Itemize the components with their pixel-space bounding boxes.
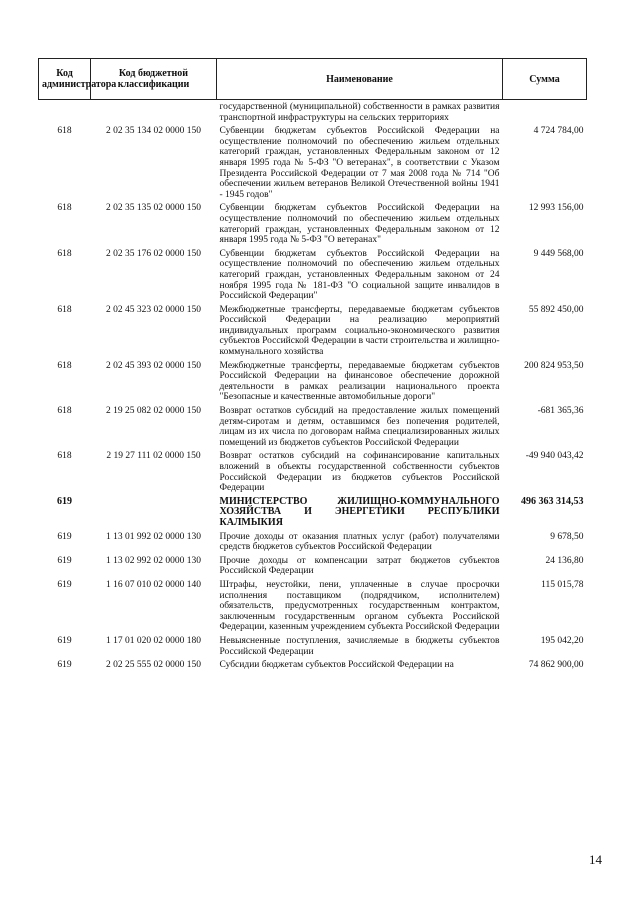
table-row	[39, 578, 587, 634]
sum-cell: 12 993 156,00	[528, 203, 584, 214]
table-row	[39, 634, 587, 658]
sum-cell: 496 363 314,53	[521, 495, 584, 507]
admin-cell: 618	[57, 203, 72, 214]
admin-cell: 619	[57, 555, 72, 566]
table-row	[39, 359, 587, 404]
name-cell: Субвенции бюджетам субъектов Российской Федерации на осуществление полномочий по обеспечению жильем отдельных категорий граждан, установленных Федеральным законом от 12 января 1995 года № 5-ФЗ "О ветеранах"	[219, 203, 500, 246]
code-cell	[91, 100, 217, 125]
admin-cell: 618	[57, 304, 72, 315]
table-row	[39, 554, 587, 578]
table-row	[39, 449, 587, 494]
sum-cell: 200 824 953,50	[524, 360, 584, 371]
table-row	[39, 658, 587, 672]
admin-cell	[39, 100, 91, 125]
sum-cell: 4 724 784,00	[533, 126, 584, 137]
table-row	[39, 495, 587, 530]
table-header-row	[39, 59, 587, 100]
sum-cell: 195 042,20	[540, 635, 584, 646]
sum-cell: 9 678,50	[550, 531, 584, 542]
admin-cell: 618	[57, 406, 72, 417]
header-name: Наименование	[217, 59, 503, 100]
admin-cell: 619	[57, 531, 72, 542]
code-cell: 1 16 07 010 02 0000 140	[106, 579, 201, 590]
table-row	[39, 530, 587, 554]
table-row	[39, 124, 587, 201]
name-cell: Прочие доходы от компенсации затрат бюджетов субъектов Российской Федерации	[219, 555, 500, 577]
name-cell: Прочие доходы от оказания платных услуг (работ) получателями средств бюджетов субъектов Российской Федерации	[219, 531, 500, 553]
name-cell: Межбюджетные трансферты, передаваемые бюджетам субъектов Российской Федерации на реализацию мероприятий индивидуальных программ социально-экономического развития субъектов Российской Федерации в части строительства и жилищно-коммунального хозяйства	[219, 304, 500, 358]
admin-cell: 619	[57, 579, 72, 590]
header-admin: Код администратора	[39, 59, 91, 100]
header-sum: Сумма	[503, 59, 587, 100]
sum-cell: 115 015,78	[541, 579, 584, 590]
sum-cell: 9 449 568,00	[533, 248, 584, 259]
table-row	[39, 100, 587, 125]
name-cell: Субвенции бюджетам субъектов Российской Федерации на осуществление полномочий по обеспечению жильем отдельных категорий граждан, установленных Федеральным законом от 24 ноября 1995 года № 181-ФЗ "О социальной защите инвалидов в Российской Федерации"	[219, 248, 500, 302]
admin-cell: 618	[57, 360, 72, 371]
name-cell: Штрафы, неустойки, пени, уплаченные в случае просрочки исполнения поставщиком (подрядчиком, исполнителем) обязательств, предусмотренных государственным контрактом, заключенным государственным органом субъекта Российской Федерации, казенным учреждением субъекта Российской Федерации	[219, 579, 500, 633]
name-cell: Возврат остатков субсидий на предоставление жилых помещений детям-сиротам и детям, оставшимся без попечения родителей, лицам из их числа по договорам найма специализированных жилых помещений из бюджетов субъектов Российской Федерации	[219, 406, 500, 448]
name-cell: Возврат остатков субсидий на софинансирование капитальных вложений в объекты государственной собственности субъектов Российской Федерации из бюджетов субъектов Российской Федерации	[219, 451, 500, 494]
table-row	[39, 201, 587, 246]
page-number: 14	[589, 852, 602, 867]
admin-cell: 618	[57, 451, 72, 462]
name-cell: МИНИСТЕРСТВО ЖИЛИЩНО-КОММУНАЛЬНОГО ХОЗЯЙСТВА И ЭНЕРГЕТИКИ РЕСПУБЛИКИ КАЛМЫКИЯ	[219, 495, 500, 528]
name-cell: Субвенции бюджетам субъектов Российской Федерации на осуществление полномочий по обеспечению жильем отдельных категорий граждан, установленных Федеральным законом от 12 января 1995 года № 5-ФЗ "О ветеранах", в соответствии с Указом Президента Российской Федерации от 7 мая 2008 года № 714 "Об обеспечении жильем ветеранов Великой Отечественной войны 1941 - 1945 годов"	[219, 126, 500, 200]
sum-cell: -49 940 043,42	[525, 451, 584, 462]
table-row	[39, 303, 587, 359]
admin-cell: 619	[57, 660, 72, 671]
code-cell: 2 02 35 176 02 0000 150	[106, 248, 201, 259]
name-cell: государственной (муниципальной) собственности в рамках развития транспортной инфраструктуры на сельских территориях	[219, 102, 500, 123]
code-cell: 2 02 45 323 02 0000 150	[106, 304, 201, 315]
admin-cell: 618	[57, 126, 72, 137]
sum-cell: 24 136,80	[545, 555, 584, 566]
header-code: Код бюджетной классификации	[91, 59, 217, 100]
code-cell: 2 02 25 555 02 0000 150	[106, 660, 201, 671]
sum-cell: 74 862 900,00	[528, 660, 584, 671]
table-body	[39, 100, 587, 672]
code-cell: 2 02 35 135 02 0000 150	[106, 203, 201, 214]
name-cell: Невыясненные поступления, зачисляемые в бюджеты субъектов Российской Федерации	[219, 635, 500, 657]
name-cell: Межбюджетные трансферты, передаваемые бюджетам субъектов Российской Федерации на финансовое обеспечение дорожной деятельности в рамках реализации национального проекта "Безопасные и качественные автомобильные дороги"	[219, 360, 500, 403]
sum-cell	[503, 100, 587, 125]
code-cell: 2 02 45 393 02 0000 150	[106, 360, 201, 371]
budget-table	[38, 58, 587, 672]
code-cell: 2 02 35 134 02 0000 150	[106, 126, 201, 137]
admin-cell: 618	[57, 248, 72, 259]
sum-cell: -681 365,36	[537, 406, 584, 417]
code-cell	[91, 495, 217, 530]
admin-cell: 619	[57, 635, 72, 646]
table-row	[39, 404, 587, 449]
code-cell: 1 13 01 992 02 0000 130	[106, 531, 201, 542]
code-cell: 2 19 27 111 02 0000 150	[106, 451, 201, 462]
name-cell: Субсидии бюджетам субъектов Российской Федерации на	[219, 660, 454, 671]
table-row	[39, 247, 587, 303]
admin-cell: 619	[57, 495, 72, 507]
sum-cell: 55 892 450,00	[528, 304, 584, 315]
code-cell: 1 13 02 992 02 0000 130	[106, 555, 201, 566]
code-cell: 2 19 25 082 02 0000 150	[106, 406, 201, 417]
code-cell: 1 17 01 020 02 0000 180	[106, 635, 201, 646]
